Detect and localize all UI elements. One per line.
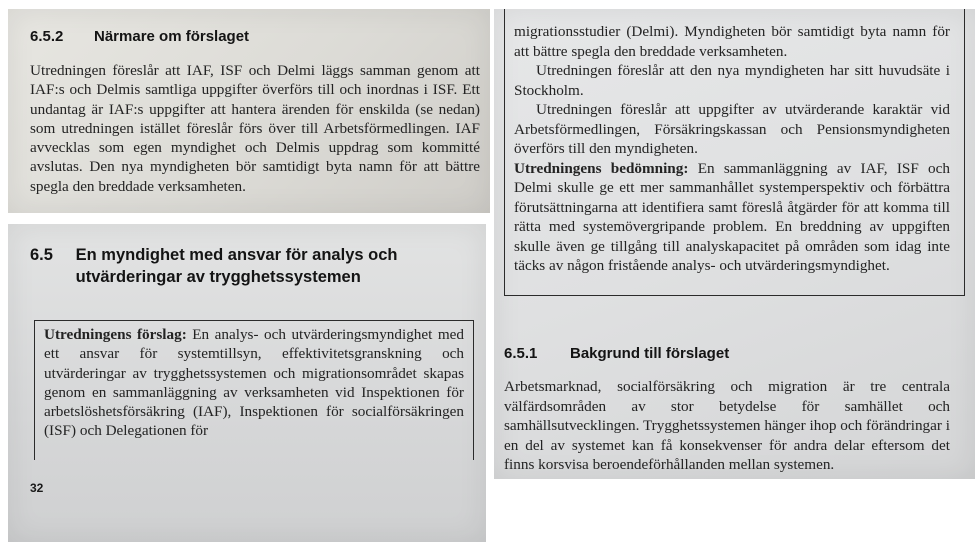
section-heading [504, 345, 729, 362]
section-heading [30, 28, 249, 45]
body-paragraph [504, 377, 950, 475]
paragraph-text: Arbetsmarknad, socialförsäkring och migration är tre centrala välfärdsområden av stor betydelse för samhället och samhällsutvecklingen. Trygghetssystemen hänger ihop och förändringar i en del av systemet kan få konsekvenser för andra delar eftersom det finns korsvisa beroendeförhållanden mellan systemen. [504, 378, 950, 473]
page-number: 32 [30, 481, 44, 495]
section-title: En myndighet med ansvar för analys och utvärderingar av trygghetssystemen [75, 246, 398, 286]
photo-section-6-5-2 [8, 9, 490, 213]
proposal-box-continued [514, 22, 950, 276]
proposal-text: En analys- och utvärderingsmyndighet med ett ansvar för systemtillsyn, effektivitetsgranskning och utvärderingar av trygghetssystemen och migrationsområdet skapas genom en sammanläggning av verksamheten vid Inspektionen för arbetslöshetsförsäkring (IAF), Inspektionen för socialförsäkringen (ISF) och Delegationen för [44, 326, 464, 440]
box-paragraph-transfer: Utredningen föreslår att uppgifter av utvärderande karaktär vid Arbetsförmedlingen, Försäkringskassan och Pensionsmyndigheten överförs till den myndigheten. [514, 101, 950, 157]
assessment-text: En sammanläggning av IAF, ISF och Delmi skulle ge ett mer sammanhållet systemperspektiv och förbättra förutsättningarna att identifiera samt föreslå åtgärder för att komma till rätta med systemövergripande problem. En breddning av uppgiften skulle även ge tillgång till analyskapacitet på områden som idag inte täcks av någon fristående analys- och utvärderingsmyndighet. [514, 159, 950, 274]
section-heading [30, 244, 486, 288]
section-number: 6.5.2 [30, 28, 64, 45]
assessment-lead: Utredningens bedömning: [514, 159, 689, 177]
section-number: 6.5.1 [504, 345, 538, 362]
body-paragraph [30, 61, 480, 196]
photo-section-6-5-1 [494, 9, 975, 479]
section-title: Närmare om förslaget [94, 28, 250, 45]
proposal-lead: Utredningens förslag: [44, 326, 187, 343]
box-continuation: migrationsstudier (Delmi). Myndigheten bör samtidigt byta namn för att bättre spegla den breddade verksamheten. [514, 23, 950, 60]
paragraph-text: Utredningen föreslår att IAF, ISF och Delmi läggs samman genom att IAF:s och Delmis samtliga uppgifter överförs till och inordnas i ISF. Ett undantag är IAF:s uppgifter att hantera ärenden för enskilda (se nedan) som utredningen istället föreslår förs över till Arbetsförmedlingen. IAF avvecklas som egen myndighet och Delmis uppdrag som kommitté avslutas. Den nya myndigheten bör samtidigt byta namn för att bättre spegla den breddade verksamheten. [30, 62, 480, 195]
photo-section-6-5 [8, 224, 486, 542]
box-paragraph-seat: Utredningen föreslår att den nya myndigheten har sitt huvudsäte i Stockholm. [514, 62, 950, 99]
section-number: 6.5 [30, 246, 53, 264]
section-title: Bakgrund till förslaget [570, 345, 730, 362]
proposal-box-text [44, 325, 464, 441]
